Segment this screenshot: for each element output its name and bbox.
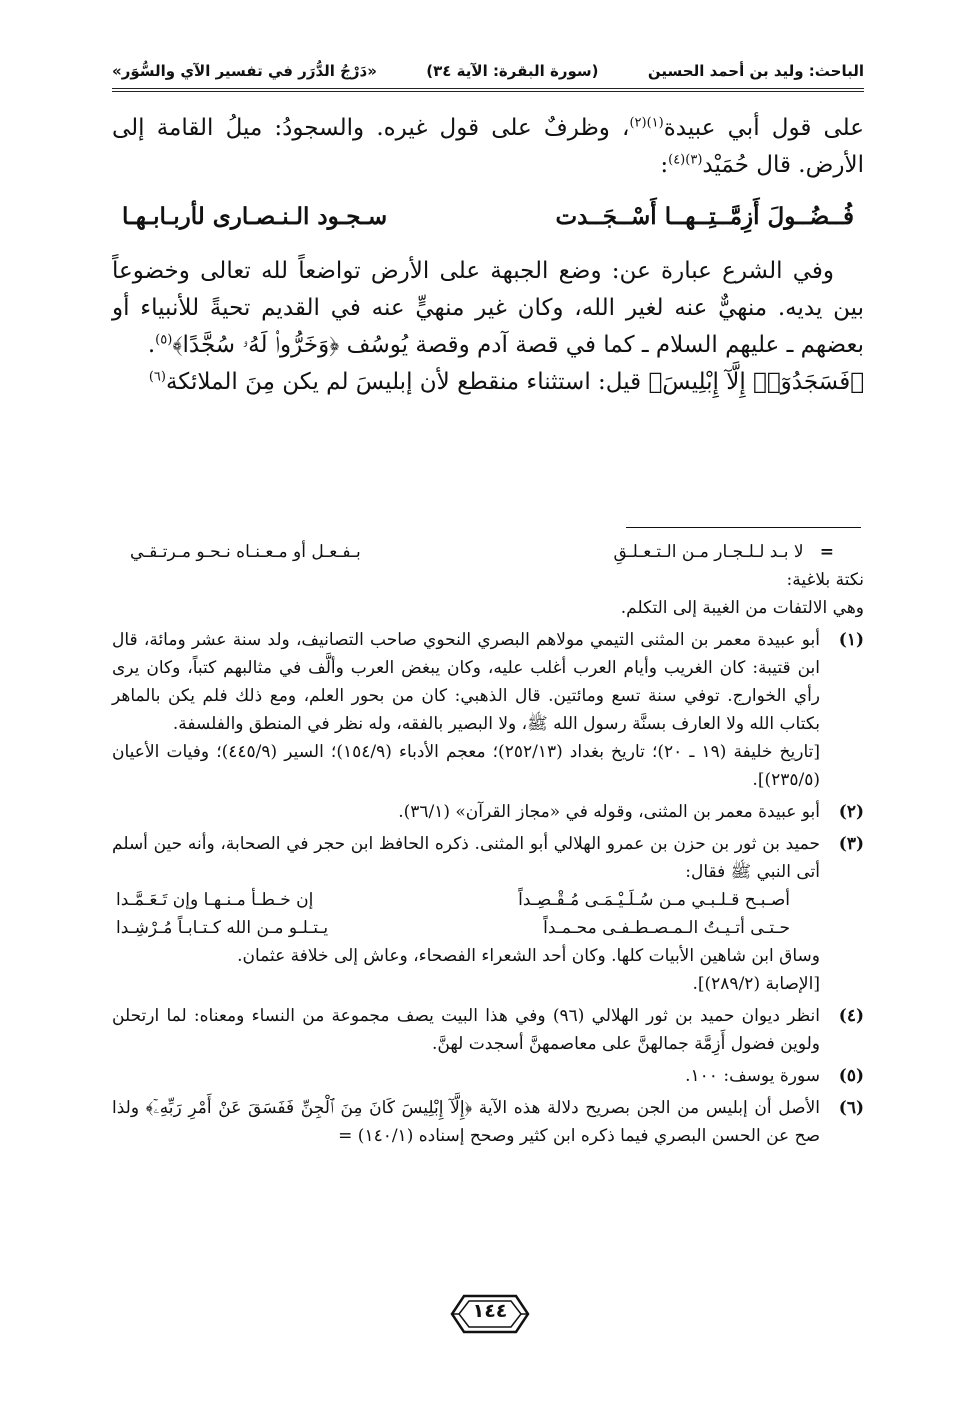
footnote-3-verse-2b: يـتـلـو مـن الله كـتـابـاً مُـرْشِـدا xyxy=(116,918,329,938)
footnote-4 xyxy=(112,1002,864,1058)
header-book-title: «دَرْجُ الدُّرَر في تفسير الآي والسُّوَر» xyxy=(112,62,377,80)
running-header xyxy=(112,56,864,86)
footnote-3-verse-1a: أصـبـح قـلـبـي مـن سُـلَـيْـمَـى مُـقْـصِـداً xyxy=(518,890,790,910)
footnote-3-number: (٣) xyxy=(838,834,864,854)
continued-verse-second: بـفـعـل أو مـعـنـاه نـحـو مـرتـقـي xyxy=(130,542,361,562)
ayah-commentary xyxy=(112,364,864,401)
main-text xyxy=(112,110,864,401)
paragraph-1-text-c: : xyxy=(660,152,669,178)
footnote-5-number: (٥) xyxy=(838,1066,864,1086)
footnote-3-verse-2a: حـتـى أتـيـتُ الـمـصـطـفـى محـمـداً xyxy=(543,918,790,938)
header-surah: (سورة البقرة: الآية ٣٤) xyxy=(426,62,599,80)
footnote-3-after: وساق ابن شاهين الأبيات كلها. وكان أحد الشعراء الفصحاء، وعاش إلى خلافة عثمان. xyxy=(237,946,820,966)
footnote-6-text: الأصل أن إبليس من الجن بصريح دلالة هذه الآية ﴿إِلَّآ إِبْلِيسَ كَانَ مِنَ ٱلْجِنِّ فَفَسَقَ عَنْ أَمْرِ رَبِّهِۦٓ﴾ ولذا صح عن الحسن البصري فيما ذكره ابن كثير وصحح إسناده (١٤٠/١) = xyxy=(112,1098,820,1146)
continued-verse xyxy=(112,538,864,566)
footnote-ref-1-2: (١)(٢) xyxy=(629,115,664,131)
continued-verse-first-text: لا بـد لـلـجـار مـن الـتـعـلـقِ xyxy=(613,542,804,562)
header-rule xyxy=(112,88,864,92)
footnote-3-sources: [الإصابة (٢٨٩/٢)]. xyxy=(692,974,820,994)
verse-first-hemistich: فُــضُــولَ أَزِمَّــتِــهــا أَسْــجَــدت xyxy=(555,203,854,230)
paragraph-1 xyxy=(112,110,864,184)
footnote-3-verse-1b: إن خـطـأ مـنـهـا وإن تَـعَـمَّـدا xyxy=(116,890,314,910)
paragraph-2-end: . xyxy=(147,332,156,358)
footnote-ref-6: (٦) xyxy=(148,369,166,385)
footnote-1-text: أبو عبيدة معمر بن المثنى التيمي مولاهم البصري النحوي صاحب التصانيف، ولد سنة عشر ومائة، قال ابن قتيبة: كان الغريب وأيام العرب أغلب عليه، وكان يبغض العرب وألَّف في مثالبهم كتباً، وكان يرى رأي الخوارج. توفي سنة تسع ومائتين. قال الذهبي: كان من بحور العلم، ومع ذلك فلم يكن بالماهر بكتاب الله ولا العارف بسنَّة رسول الله ﷺ، ولا البصير بالفقه، وله نظر في المنطق والفلسفة. xyxy=(112,630,820,734)
footnote-3-verse-2 xyxy=(112,914,820,942)
footnote-4-number: (٤) xyxy=(838,1006,864,1026)
footnote-3 xyxy=(112,830,864,998)
verse-second-hemistich: سـجـود الـنـصـارى لأربـابـهـا xyxy=(122,203,388,230)
footnote-6-number: (٦) xyxy=(838,1098,864,1118)
continuation-marker: = xyxy=(819,542,834,562)
footnote-2 xyxy=(112,798,864,826)
paragraph-1-text-a: على قول أبي عبيدة xyxy=(663,115,865,141)
footnotes xyxy=(112,534,864,1150)
footnote-ref-5: (٥) xyxy=(155,332,173,348)
footnote-4-text: انظر ديوان حميد بن ثور الهلالي (٩٦) وفي هذا البيت يصف مجموعة من النساء ومعناه: لما ارتحلن ولوين فضول أَزِمَّة جمالهنَّ على معاصمهنَّ أسجدت لهنَّ. xyxy=(112,1006,820,1054)
continued-note-line-2: وهي الالتفات من الغيبة إلى التكلم. xyxy=(620,598,864,618)
footnote-separator xyxy=(626,527,861,528)
footnote-6 xyxy=(112,1094,864,1150)
footnote-1-number: (١) xyxy=(838,630,864,650)
header-author: الباحث: وليد بن أحمد الحسين xyxy=(647,62,864,80)
footnote-2-number: (٢) xyxy=(838,802,864,822)
paragraph-2-text: وفي الشرع عبارة عن: وضع الجبهة على الأرض تواضعاً لله تعالى وخضوعاً بين يديه. منهيٌّ عنه لغير الله، وكان غير منهيٍّ عنه في القديم تحيةً للأنبياء أو بعضهم ـ عليهم السلام ـ كما في قصة آدم وقصة يُوسُف ﴿وَخَرُّوا۟ لَهُۥ سُجَّدًا﴾ xyxy=(112,258,864,358)
paragraph-2 xyxy=(112,253,864,364)
page-number-ornament xyxy=(450,1292,530,1336)
continued-verse-first xyxy=(613,538,834,566)
footnote-3-verse-1 xyxy=(112,886,820,914)
footnote-ref-3-4: (٣)(٤) xyxy=(668,152,703,168)
poetry-verse xyxy=(112,198,864,235)
footnote-5-text: سورة يوسف: ١٠٠. xyxy=(685,1066,820,1086)
footnote-3-text: حميد بن ثور بن حزن بن عمرو الهلالي أبو المثنى. ذكره الحافظ ابن حجر في الصحابة، وأنه حين أسلم أتى النبي ﷺ فقال: xyxy=(112,834,820,882)
continued-note-line-1: نكتة بلاغية: xyxy=(786,570,864,590)
ayah-text: ﴿فَسَجَدُوٓا۟ إِلَّآ إِبْلِيسَ﴾ قيل: استثناء منقطع لأن إبليسَ لم يكن مِنَ الملائكة xyxy=(165,369,864,395)
footnote-5 xyxy=(112,1062,864,1090)
footnote-1 xyxy=(112,626,864,794)
footnote-2-text: أبو عبيدة معمر بن المثنى، وقوله في «مجاز القرآن» (٣٦/١). xyxy=(398,802,820,822)
page-number: ١٤٤ xyxy=(472,1300,508,1322)
footnote-1-sources: [تاريخ خليفة (١٩ ـ ٢٠)؛ تاريخ بغداد (٢٥٢/١٣)؛ معجم الأدباء (١٥٤/٩)؛ السير (٤٤٥/٩)؛ وفيات الأعيان (٢٣٥/٥)]. xyxy=(112,742,820,790)
paragraph-1-text-b: ، وظرفٌ على قول غيره. والسجودُ: ميلُ القامة إلى الأرض. قال حُمَيْد xyxy=(112,115,864,178)
